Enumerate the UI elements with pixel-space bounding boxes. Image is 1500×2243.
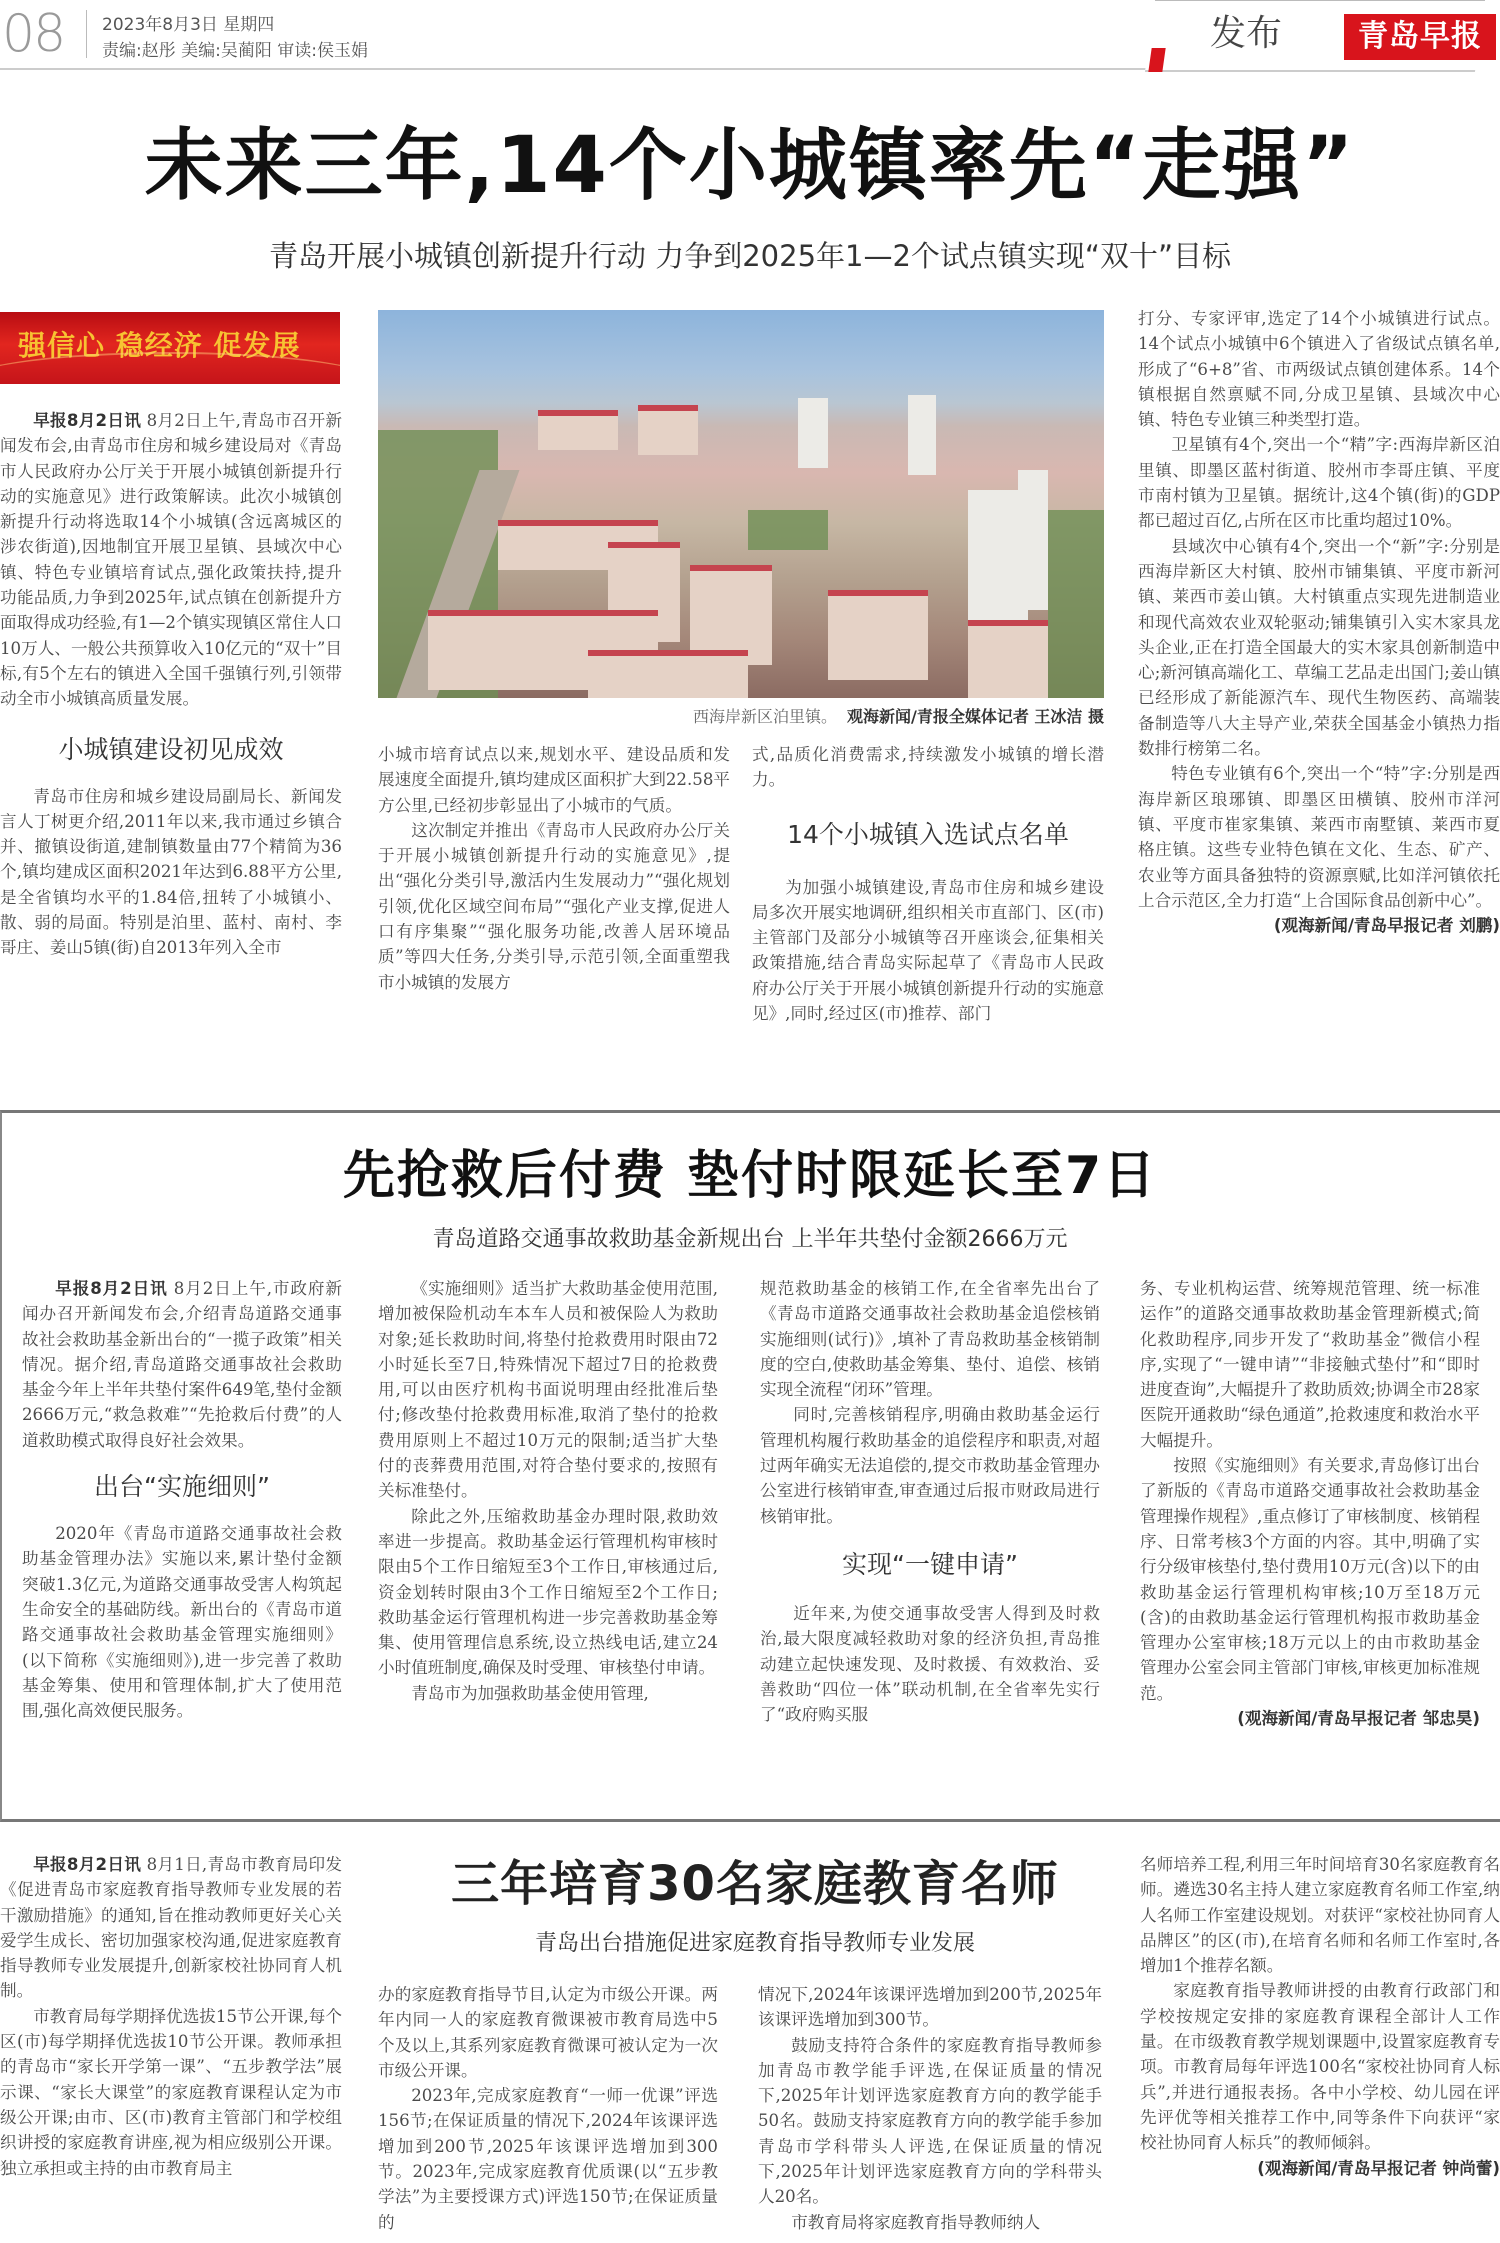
dateline: 早报8月2日讯 xyxy=(55,1279,168,1298)
paragraph: 式,品质化消费需求,持续激发小城镇的增长潜力。 xyxy=(752,745,1104,790)
story1-column-3 xyxy=(752,742,1104,1026)
campaign-banner-text: 强信心 稳经济 促发展 xyxy=(18,329,301,362)
story2-headline: 先抢救后付费 垫付时限延长至7日 xyxy=(342,1146,1158,1206)
paragraph: 卫星镇有4个,突出一个“精”字:西海岸新区泊里镇、即墨区蓝村街道、胶州市李哥庄镇、平度市南村镇为卫星镇。据统计,这4个镇(街)的GDP都已超过百亿,占所在区市比重均超过10%。 xyxy=(1138,435,1500,531)
paragraph: 鼓励支持符合条件的家庭教育指导教师参加青岛市教学能手评选,在保证质量的情况下,2025年计划评选家庭教育方向的教学能手50名。鼓励支持家庭教育方向的教学能手参加青岛市学科带头人评选,在保证质量的情况下,2025年计划评选家庭教育方向的学科带头人20名。 xyxy=(758,2035,1102,2207)
story3-column-1 xyxy=(0,1852,342,2181)
story2-subhead-2: 实现“一键申请” xyxy=(842,1549,1018,1579)
story2-column-3 xyxy=(760,1276,1100,1727)
section-name: 发布 xyxy=(1210,13,1283,54)
paragraph: 2023年,完成家庭教育“一师一优课”评选156节;在保证质量的情况下,2024年该课评选增加到200节,2025年该课评选增加到300节。2023年,完成家庭教育优质课(以“五步教学法”为主要授课方式)评选150节;在保证质量的 xyxy=(378,2086,718,2232)
story1-column-1 xyxy=(0,408,342,961)
story2-column-2 xyxy=(378,1276,718,1706)
story1-subhead-2: 14个小城镇入选试点名单 xyxy=(787,819,1069,849)
issue-date: 2023年8月3日 星期四 xyxy=(102,15,275,35)
masthead xyxy=(0,0,1500,72)
paragraph: 青岛市为加强救助基金使用管理, xyxy=(411,1683,649,1703)
story3-column-3 xyxy=(758,1982,1102,2235)
paragraph: 务、专业机构运营、统筹规范管理、统一标准运作”的道路交通事故救助基金管理新模式;简化救助程序,同步开发了“救助基金”微信小程序,实现了“一键申请”“非接触式垫付”和“即时进度查询”,大幅提升了救助质效;协调全市28家医院开通救助“绿色通道”,抢救速度和救治水平大幅提升。 xyxy=(1140,1279,1480,1450)
paragraph: 市教育局每学期择优选拔15节公开课,每个区(市)每学期择优选拔10节公开课。教师承担的青岛市“家长开学第一课”、“五步教学法”展示课、“家长大课堂”的家庭教育课程认定为市级公开课;由市、区(市)教育主管部门和学校组织讲授的家庭教育讲座,视为相应级别公开课。独立承担或主持的由市教育局主 xyxy=(0,2006,342,2178)
story1-subheadline: 青岛开展小城镇创新提升行动 力争到2025年1—2个试点镇实现“双十”目标 xyxy=(269,239,1231,273)
paragraph: 家庭教育指导教师讲授的由教育行政部门和学校按规定安排的家庭教育课程全部计人工作量。在市级教育教学规划课题中,设置家庭教育专项。市教育局每年评选100名“家校社协同育人标兵”,并进行通报表扬。各中小学校、幼儿园在评先评优等相关推荐工作中,同等条件下向获评“家校社协同育人标兵”的教师倾斜。 xyxy=(1140,1981,1500,2153)
paragraph-text: 8月1日,青岛市教育局印发《促进青岛市家庭教育指导教师专业发展的若干激励措施》的通知,旨在推动教师更好关心关爱学生成长、密切加强家校沟通,促进家庭教育指导教师专业发展提升,创新家校社协同育人机制。 xyxy=(0,1855,343,2001)
newspaper-logo: 青岛早报 xyxy=(1344,14,1496,60)
paragraph: 县域次中心镇有4个,突出一个“新”字:分别是西海岸新区大村镇、胶州市铺集镇、平度市新河镇、莱西市姜山镇。大村镇重点实现先进制造业和现代高效农业双轮驱动;铺集镇引入实木家具龙头企业,正在打造全国最大的实木家具创新制造中心;新河镇高端化工、草编工艺品走出国门;姜山镇已经形成了新能源汽车、现代生物医药、高端装备制造等八大主导产业,荣获全国基金小镇热力指数排行榜第二名。 xyxy=(1138,536,1500,759)
paragraph: 市教育局将家庭教育指导教师纳人 xyxy=(791,2212,1041,2232)
paragraph: 青岛市住房和城乡建设局副局长、新闻发言人丁树更介绍,2011年以来,我市通过乡镇合并、撤镇设街道,建制镇数量由77个精简为36个,镇均建成区面积2021年达到6.88平方公里,是全省镇均水平的1.84倍,扭转了小城镇小、散、弱的局面。特别是泊里、蓝村、南村、李哥庄、姜山5镇(街)自2013年列入全市 xyxy=(0,786,342,958)
story3-byline: (观海新闻/青岛早报记者 钟尚蕾) xyxy=(1257,2158,1500,2178)
story1-subhead-1: 小城镇建设初见成效 xyxy=(58,734,284,764)
aerial-town-photo xyxy=(378,310,1104,698)
paragraph: 情况下,2024年该课评选增加到200节,2025年该课评选增加到300节。 xyxy=(758,1985,1102,2030)
campaign-banner xyxy=(0,312,340,384)
story1-byline: (观海新闻/青岛早报记者 刘鹏) xyxy=(1273,916,1500,936)
masthead-divider xyxy=(86,10,87,58)
paragraph: 近年来,为使交通事故受害人得到及时救治,最大限度减轻救助对象的经济负担,青岛推动建立起快速发现、及时救援、有效救治、妥善救助“四位一体”联动机制,在全省率先实行了“政府购买服 xyxy=(760,1603,1100,1725)
dateline: 早报8月2日讯 xyxy=(33,1855,142,1874)
paragraph: 小城市培育试点以来,规划水平、建设品质和发展速度全面提升,镇均建成区面积扩大到22.58平方公里,已经初步彰显出了小城市的气质。 xyxy=(378,745,730,815)
caption-credit: 观海新闻/青报全媒体记者 王冰洁 摄 xyxy=(847,707,1104,726)
editor-credits: 责编:赵彤 美编:吴蔺阳 审读:侯玉娟 xyxy=(102,41,368,61)
story3-lead-paragraph xyxy=(0,1852,342,2004)
paragraph: 除此之外,压缩救助基金办理时限,救助效率进一步提高。救助基金运行管理机构审核时限由5个工作日缩短至3个工作日,审核通过后,资金划转时限由3个工作日缩短至2个工作日;救助基金运行管理机构进一步完善救助基金筹集、使用管理信息系统,设立热线电话,建立24小时值班制度,确保及时受理、审核垫付申请。 xyxy=(378,1506,718,1678)
paragraph: 办的家庭教育指导节目,认定为市级公开课。两年内同一人的家庭教育微课被市教育局选中5个及以上,其系列家庭教育微课可被认定为一次市级公开课。 xyxy=(378,1985,718,2080)
story2-subheadline: 青岛道路交通事故救助基金新规出台 上半年共垫付金额2666万元 xyxy=(432,1227,1068,1252)
paragraph: 2020年《青岛市道路交通事故社会救助基金管理办法》实施以来,累计垫付金额突破1.3亿元,为道路交通事故受害人构筑起生命安全的基础防线。新出台的《青岛市道路交通事故社会救助基金管理实施细则》(以下简称《实施细则》),进一步完善了救助基金筹集、使用和管理体制,扩大了使用范围,强化高效便民服务。 xyxy=(22,1524,342,1721)
story2-column-1 xyxy=(22,1276,342,1723)
paragraph-text: 8月2日上午,青岛市召开新闻发布会,由青岛市住房和城乡建设局对《青岛市人民政府办公厅关于开展小城镇创新提升行动的实施意见》进行政策解读。此次小城镇创新提升行动将选取14个小城镇(含远离城区的涉农街道),因地制宜开展卫星镇、县域次中心镇、特色专业镇培育试点,强化政策扶持,提升功能品质,力争到2025年,试点镇在创新提升方面取得成功经验,有1—2个镇实现镇区常住人口10万人、一般公共预算收入10亿元的“双十”目标,有5个左右的镇进入全国千强镇行列,引领带动全市小城镇高质量发展。 xyxy=(0,411,343,709)
story3-subheadline: 青岛出台措施促进家庭教育指导教师专业发展 xyxy=(534,1931,975,1956)
paragraph: 为加强小城镇建设,青岛市住房和城乡建设局多次开展实地调研,组织相关市直部门、区(市)主管部门及部分小城镇等召开座谈会,征集相关政策措施,结合青岛实际起草了《青岛市人民政府办公厅关于开展小城镇创新提升行动的实施意见》,同时,经过区(市)推荐、部门 xyxy=(752,877,1104,1024)
story3-headline: 三年培育30名家庭教育名师 xyxy=(451,1856,1059,1912)
paragraph: 同时,完善核销程序,明确由救助基金运行管理机构履行救助基金的追偿程序和职责,对超过两年确实无法追偿的,提交市救助基金管理办公室进行核销审查,审查通过后报市财政局进行核销审批。 xyxy=(760,1405,1100,1526)
paragraph: 按照《实施细则》有关要求,青岛修订出台了新版的《青岛市道路交通事故社会救助基金管理操作规程》,重点修订了审核制度、核销程序、日常考核3个方面的内容。其中,明确了实行分级审核垫付,垫付费用10万元(含)以下的由救助基金运行管理机构审核;10万至18万元(含)的由救助基金运行管理机构报市救助基金管理办公室审核;18万元以上的由市救助基金管理办公室会同主管部门审核,审核更加标准规范。 xyxy=(1140,1456,1480,1703)
dateline: 早报8月2日讯 xyxy=(33,411,142,430)
paragraph: 规范救助基金的核销工作,在全省率先出台了《青岛市道路交通事故社会救助基金追偿核销实施细则(试行)》,填补了青岛救助基金核销制度的空白,使救助基金筹集、垫付、追偿、核销实现全流程“闭环”管理。 xyxy=(760,1279,1100,1400)
story2-subhead-1: 出台“实施细则” xyxy=(94,1472,270,1502)
story1-column-4 xyxy=(1138,306,1500,938)
paragraph-text: 8月2日上午,市政府新闻办召开新闻发布会,介绍青岛道路交通事故社会救助基金新出台的“一揽子政策”相关情况。据介绍,青岛道路交通事故社会救助基金今年上半年共垫付案件649笔,垫付金额2666万元,“救急救难”“先抢救后付费”的人道救助模式取得良好社会效果。 xyxy=(22,1279,343,1450)
story3-column-2 xyxy=(378,1982,718,2235)
story1-column-2 xyxy=(378,742,730,995)
story1-headline: 未来三年,14个小城镇率先“走强” xyxy=(144,121,1356,211)
paragraph: 名师培养工程,利用三年时间培育30名家庭教育名师。遴选30名主持人建立家庭教育名师工作室,纳人名师工作室建设规划。对获评“家校社协同育人品牌区”的区(市),在培育名师和名师工作室时,各增加1个推荐名额。 xyxy=(1140,1855,1500,1976)
paragraph: 这次制定并推出《青岛市人民政府办公厅关于开展小城镇创新提升行动的实施意见》,提出“强化分类引导,激活内生发展动力”“强化规划引领,优化区域空间布局”“强化产业支撑,促进人口有序集聚”“强化服务功能,改善人居环境品质”等四大任务,分类引导,示范引领,全面重塑我市小城镇的发展方 xyxy=(378,820,730,992)
photo-caption xyxy=(378,705,1104,729)
paragraph: 打分、专家评审,选定了14个小城镇进行试点。14个试点小城镇中6个镇进入了省级试点镇名单,形成了“6+8”省、市两级试点镇创建体系。14个镇根据自然禀赋不同,分成卫星镇、县域次中心镇、特色专业镇三种类型打造。 xyxy=(1138,309,1500,430)
story2-column-4 xyxy=(1140,1276,1480,1731)
story2-lead-paragraph xyxy=(22,1276,342,1453)
story1-lead-paragraph xyxy=(0,408,342,712)
masthead-rule xyxy=(0,68,1160,70)
paragraph: 《实施细则》适当扩大救助基金使用范围,增加被保险机动车本车人员和被保险人为救助对象;延长救助时间,将垫付抢救费用时限由72小时延长至7日,特殊情况下超过7日的抢救费用,可以由医疗机构书面说明理由经批准后垫付;修改垫付抢救费用标准,取消了垫付的抢救费用原则上不超过10万元的限制;适当扩大垫付的丧葬费用范围,对符合垫付要求的,按照有关标准垫付。 xyxy=(378,1279,718,1501)
story3-column-4 xyxy=(1140,1852,1500,2181)
paragraph: 特色专业镇有6个,突出一个“特”字:分别是西海岸新区琅琊镇、即墨区田横镇、胶州市洋河镇、平度市崔家集镇、莱西市南墅镇、莱西市夏格庄镇。这些专业特色镇在文化、生态、矿产、农业等方面具备独特的资源禀赋,比如洋河镇依托上合示范区,全力打造“上合国际食品创新中心”。 xyxy=(1138,764,1500,910)
story2-byline: (观海新闻/青岛早报记者 邹忠昊) xyxy=(1237,1709,1480,1729)
page-number: 08 xyxy=(2,4,65,64)
caption-place: 西海岸新区泊里镇。 xyxy=(692,707,837,726)
